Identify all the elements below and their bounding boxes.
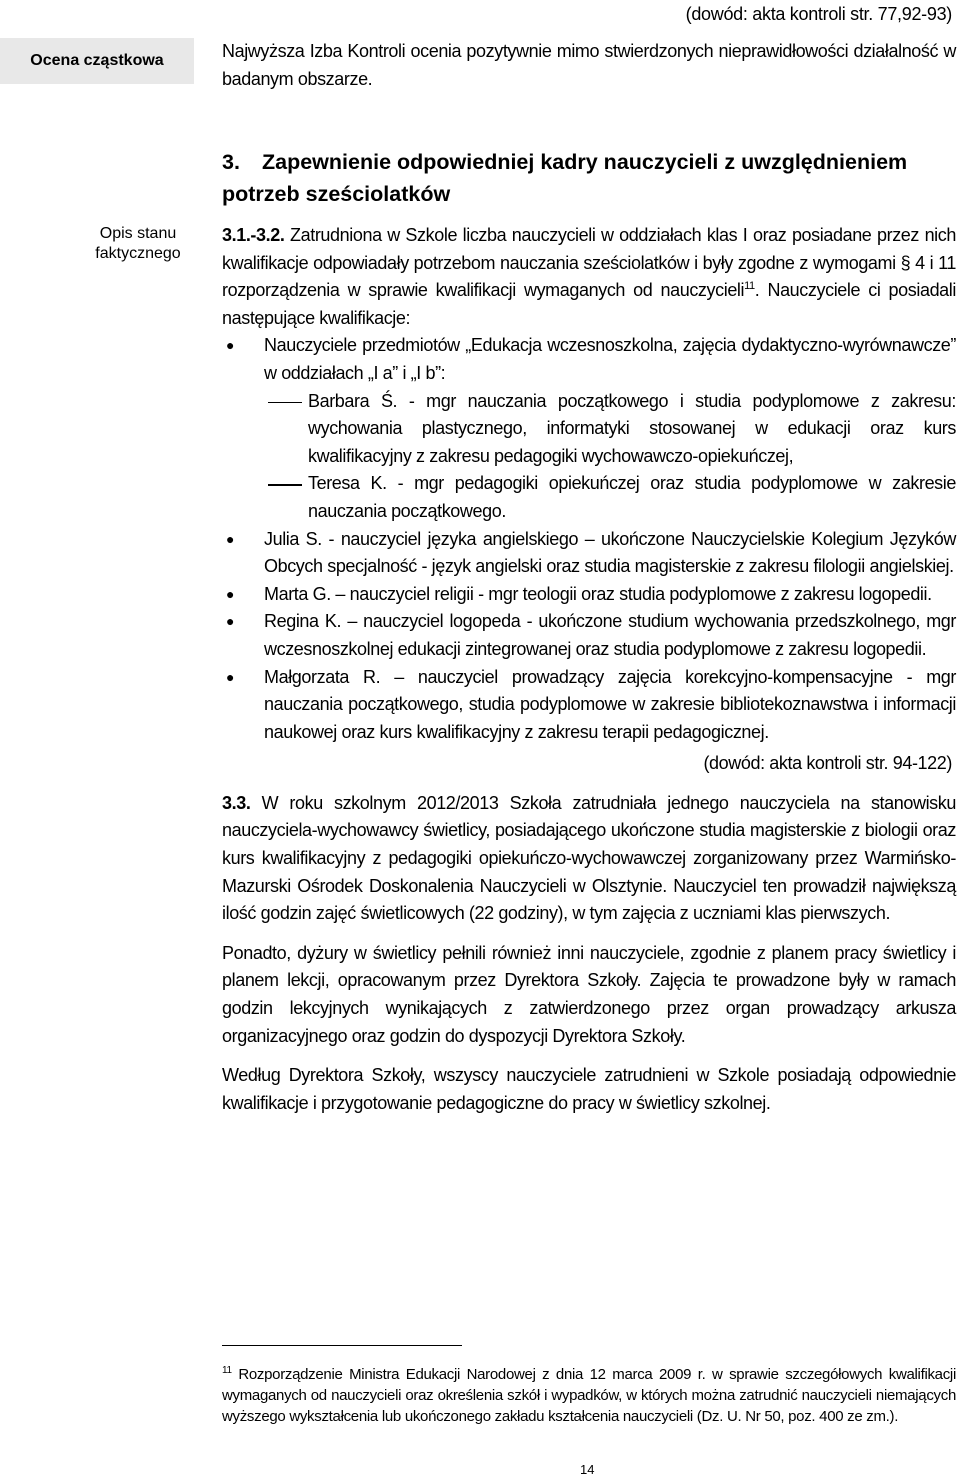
list-item: ● Julia S. - nauczyciel języka angielskiego – ukończone Nauczycielskie Kolegium Języków Obcych specjalność - język angielski oraz studia magisterskie z zakresu filologii angielskiej.	[222, 526, 956, 581]
teacher-list	[222, 332, 956, 746]
paragraph-label: 3.1.-3.2.	[222, 225, 285, 245]
paragraph-ponadto: Ponadto, dyżury w świetlicy pełnili również inni nauczyciele, zgodnie z planem pracy świetlicy i planem lekcji, opracowanym przez Dyrektora Szkoły. Zajęcia te prowadzone były w ramach godzin lekcyjnych wynikających z zatwierdzonego przez organ prowadzący arkusza organizacyjnego oraz godzin do dyspozycji Dyrektora Szkoły.	[222, 942, 956, 1046]
section-number: 3.	[222, 150, 240, 174]
section-title: Zapewnienie odpowiedniej kadry nauczycieli z uwzględnieniem potrzeb sześciolatków	[222, 150, 908, 206]
footnote-number: 11	[222, 1365, 232, 1376]
list-item: ● Nauczyciele przedmiotów „Edukacja wczesnoszkolna, zajęcia dydaktyczno-wyrównawcze” w oddziałach „I a” i „I b”:	[222, 332, 956, 387]
section-heading	[222, 146, 950, 210]
partial-rating-label: Ocena cząstkowa	[0, 38, 194, 84]
list-subitem: Barbara Ś. - mgr nauczania początkowego i studia podyplomowe z zakresu: wychowania plastycznego, informatyki stosowanej w edukacji oraz kurs kwalifikacyjny z zakresu pedagogiki wychowawczo-opiekuńczej,	[222, 388, 956, 471]
footnote-separator	[222, 1345, 462, 1346]
evidence-reference-top: (dowód: akta kontroli str. 77,92-93)	[685, 4, 952, 24]
list-item: ● Regina K. – nauczyciel logopeda - ukończone studium wychowania przedszkolnego, mgr wczesnoszkolnej edukacji zintegrowanej oraz studia podyplomowe z zakresu logopedii.	[222, 608, 956, 663]
list-item: ● Małgorzata R. – nauczyciel prowadzący zajęcia korekcyjno-kompensacyjne - mgr nauczania początkowego, studia podyplomowe w zakresie bibliotekoznawstwa i informacji naukowej oraz kurs kwalifikacyjny z zakresu terapii pedagogicznej.	[222, 664, 956, 747]
list-item: ● Marta G. – nauczyciel religii - mgr teologii oraz studia podyplomowe z zakresu logopedii.	[222, 581, 956, 609]
facts-description-label: Opis stanu faktycznego	[95, 225, 181, 262]
evidence-reference-mid: (dowód: akta kontroli str. 94-122)	[703, 753, 952, 774]
list-subitem: Teresa K. - mgr pedagogiki opiekuńczej oraz studia podyplomowe w zakresie nauczania początkowego.	[222, 470, 956, 525]
paragraph-label: 3.3.	[222, 792, 251, 813]
paragraph-3-3: 3.3. W roku szkolnym 2012/2013 Szkoła zatrudniała jednego nauczyciela na stanowisku nauczyciela-wychowawcy świetlicy, posiadającego ukończone studia magisterskie z biologii oraz kurs kwalifikacyjny z pedagogiki opiekuńczo-wychowawczej zorganizowany przez Warmińsko-Mazurski Ośrodek Doskonalenia Nauczycieli w Olsztynie. Nauczyciel ten prowadził największą ilość godzin zajęć świetlicowych (22 godziny), w tym zajęcia z uczniami klas pierwszych.	[222, 792, 956, 924]
footnote-text: Rozporządzenie Ministra Edukacji Narodowej z dnia 12 marca 2009 r. w sprawie szczegółowych kwalifikacji wymaganych od nauczycieli oraz określenia szkół i wypadków, w których można zatrudnić nauczycieli niemających wyższego wykształcenia lub ukończonego zakładu kształcenia nauczycieli (Dz. U. Nr 50, poz. 400 ze zm.).	[222, 1366, 956, 1425]
page-number: 14	[580, 1462, 595, 1477]
paragraph-3-1-3-2: 3.1.-3.2. Zatrudniona w Szkole liczba nauczycieli w oddziałach klas I oraz posiadane przez nich kwalifikacje odpowiadały potrzebom nauczania sześciolatków i były zgodne z wymogami § 4 i 11 rozporządzenia w sprawie kwalifikacji wymaganych od nauczycieli$^{11}$. Nauczyciele ci posiadali następujące kwalifikacje:	[222, 225, 956, 328]
footnote	[222, 1364, 956, 1427]
rating-text: Najwyższa Izba Kontroli ocenia pozytywnie mimo stwierdzonych nieprawidłowości działalność w badanym obszarze.	[222, 41, 956, 89]
footnote-ref: 11	[744, 280, 755, 293]
main-content	[222, 222, 956, 1117]
paragraph-wedlug: Według Dyrektora Szkoły, wszyscy nauczyciele zatrudnieni w Szkole posiadają odpowiednie kwalifikacje i przygotowanie pedagogiczne do pracy w świetlicy szkolnej.	[222, 1065, 956, 1113]
